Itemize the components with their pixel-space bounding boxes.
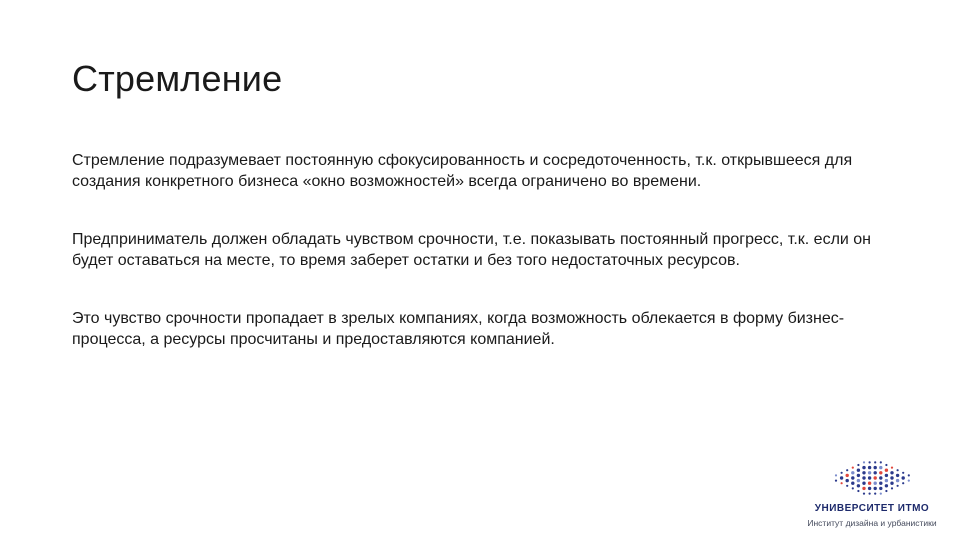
logo-dot xyxy=(846,479,849,482)
logo-dot xyxy=(908,480,910,482)
logo-dot xyxy=(880,493,882,495)
logo-dot xyxy=(874,493,876,495)
logo-dot xyxy=(863,493,865,495)
logo-dot xyxy=(902,476,905,479)
logo-dot xyxy=(891,487,893,489)
logo-dot xyxy=(890,482,893,485)
logo-university-name: УНИВЕРСИТЕТ ИТМО xyxy=(814,503,930,514)
logo-dot xyxy=(896,479,899,482)
logo-dot xyxy=(846,474,849,477)
logo-dot xyxy=(851,471,854,474)
logo-dot xyxy=(862,482,865,485)
logo-dot xyxy=(890,471,893,474)
itmo-logo xyxy=(792,458,952,534)
paragraph-urgency: Предприниматель должен обладать чувством срочности, т.е. показывать постоянный прогресс, т.к. если он будет оставаться на месте, то время заберет остатки и без того недостаточных ресурсов. xyxy=(72,231,872,269)
logo-dot xyxy=(857,479,860,482)
logo-dot xyxy=(851,482,854,485)
paragraph-mature-companies: Это чувство срочности пропадает в зрелых компаниях, когда возможность облекается в форму бизнес-процесса, а ресурсы просчитаны и предоставляются компанией. xyxy=(72,310,845,348)
logo-dot xyxy=(857,464,859,466)
logo-dot xyxy=(897,469,899,471)
logo-dot xyxy=(885,464,887,466)
logo-dot xyxy=(869,493,871,495)
logo-dot xyxy=(874,461,876,463)
logo-dot xyxy=(868,476,871,479)
logo-dot xyxy=(869,461,871,463)
logo-dot xyxy=(846,469,848,471)
logo-dot xyxy=(891,467,893,469)
logo-dot xyxy=(896,474,899,477)
logo-dot xyxy=(890,476,893,479)
logo-dot xyxy=(879,487,882,490)
logo-dot xyxy=(874,482,877,485)
logo-dot xyxy=(879,482,882,485)
logo-dot xyxy=(874,476,877,479)
logo-dot xyxy=(868,487,871,490)
logo-dot xyxy=(857,484,860,487)
logo-dot xyxy=(868,482,871,485)
logo-dot xyxy=(885,479,888,482)
logo-dot xyxy=(862,476,865,479)
logo-dot xyxy=(885,484,888,487)
logo-dot xyxy=(879,471,882,474)
logo-dot xyxy=(874,471,877,474)
paragraph-focus: Стремление подразумевает постоянную сфокусированность и сосредоточенность, т.к. открывшееся для создания конкретного бизнеса «окно возможностей» всегда ограничено во времени. xyxy=(72,152,853,190)
logo-dot xyxy=(857,469,860,472)
logo-dot xyxy=(841,472,843,474)
logo-dot xyxy=(874,487,877,490)
logo-dot xyxy=(851,476,854,479)
logo-dot xyxy=(857,474,860,477)
logo-dot xyxy=(902,482,904,484)
logo-dot xyxy=(841,482,843,484)
logo-dot xyxy=(879,476,882,479)
logo-dot xyxy=(874,466,877,469)
logo-dot xyxy=(862,466,865,469)
logo-dot xyxy=(862,487,865,490)
logo-dot xyxy=(863,461,865,463)
logo-dot xyxy=(880,461,882,463)
logo-dot xyxy=(885,490,887,492)
logo-dot xyxy=(862,471,865,474)
itmo-dots-logo-icon xyxy=(832,458,912,498)
logo-institute-name: Институт дизайна и урбанистики xyxy=(807,518,937,528)
logo-dot xyxy=(835,480,837,482)
logo-dot xyxy=(835,474,837,476)
logo-dot xyxy=(868,466,871,469)
logo-dot xyxy=(846,485,848,487)
logo-dot xyxy=(852,467,854,469)
logo-dot xyxy=(897,485,899,487)
slide-title: Стремление xyxy=(72,58,283,99)
logo-dot xyxy=(885,474,888,477)
logo-dot xyxy=(852,487,854,489)
slide-body xyxy=(72,150,902,387)
logo-dot xyxy=(868,471,871,474)
logo-dot xyxy=(902,472,904,474)
logo-dot xyxy=(857,490,859,492)
logo-dot xyxy=(885,469,888,472)
logo-dot xyxy=(908,474,910,476)
logo-dot xyxy=(879,466,882,469)
logo-dot xyxy=(840,476,843,479)
